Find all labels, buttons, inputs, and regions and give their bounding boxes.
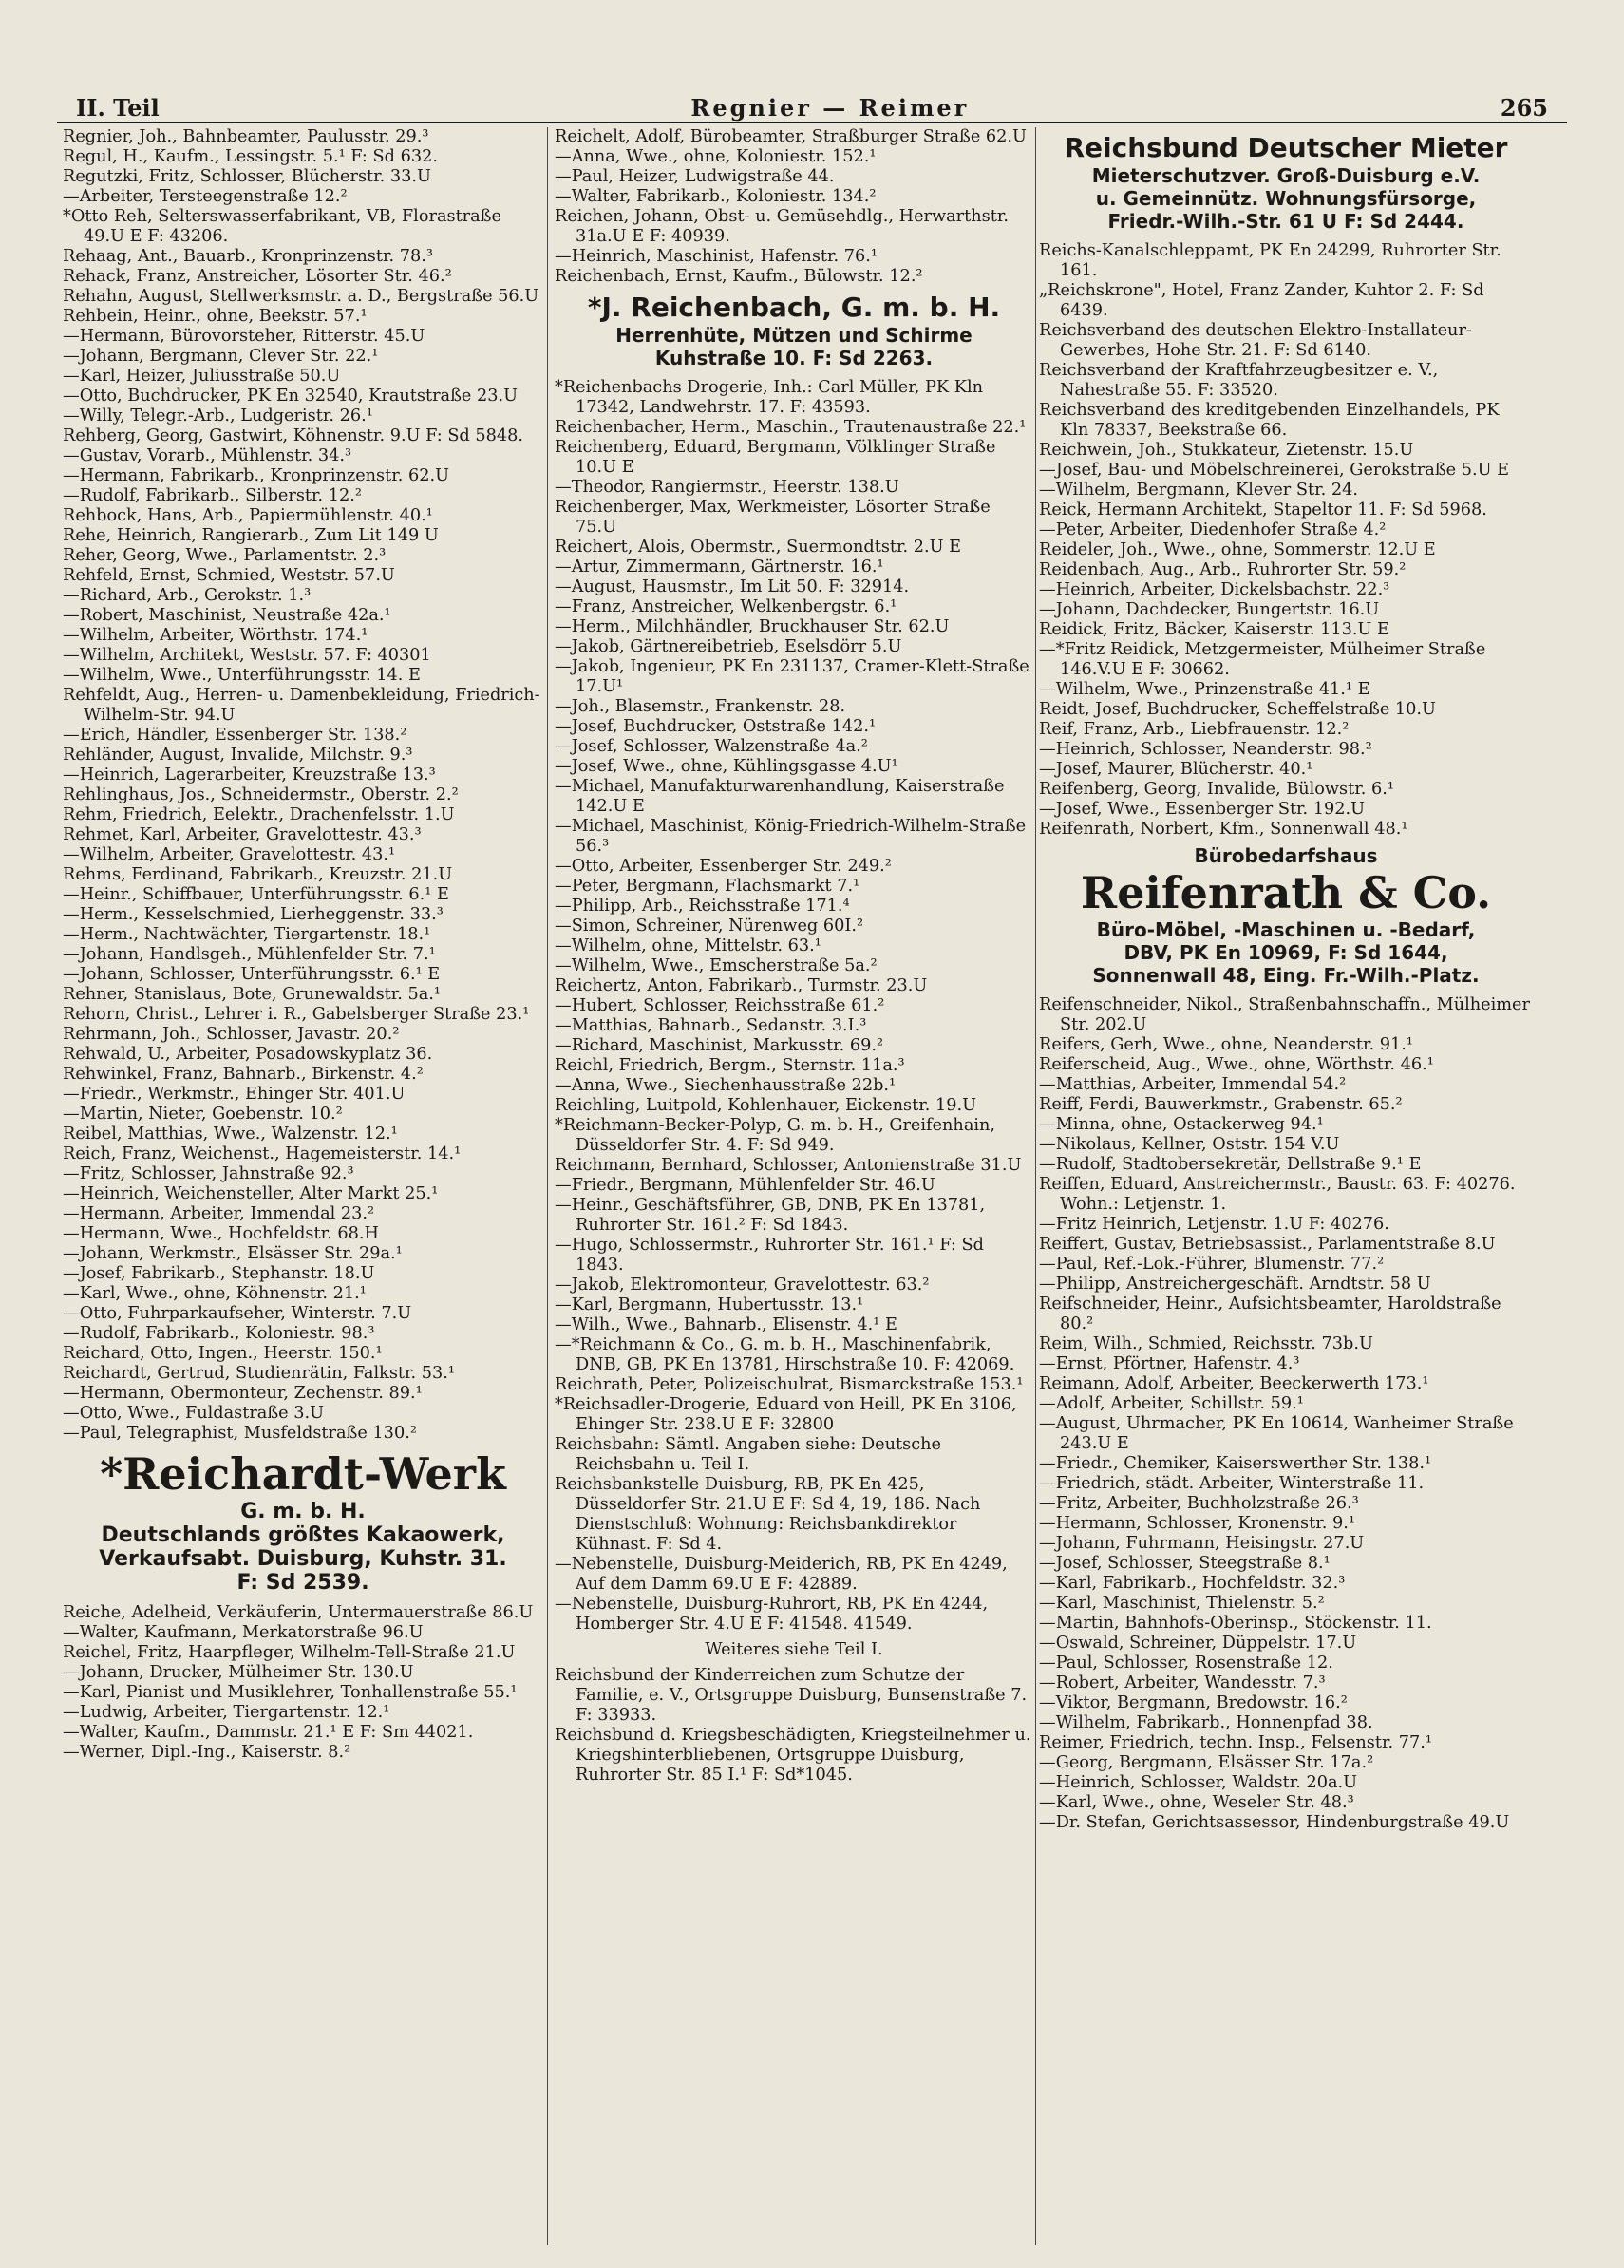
directory-entry: Rehe, Heinrich, Rangierarb., Zum Lit 149 U bbox=[63, 526, 439, 545]
entry-list bbox=[555, 1666, 1033, 1786]
column-3 bbox=[1039, 127, 1533, 2245]
directory-entry: —Friedr., Werkmstr., Ehinger Str. 401.U bbox=[63, 1085, 406, 1104]
directory-entry: Reiche, Adelheid, Verkäuferin, Untermauerstraße 86.U bbox=[63, 1603, 534, 1622]
directory-entry: Reichert, Alois, Obermstr., Suermondtstr. 2.U E bbox=[555, 538, 962, 557]
directory-entry: Reichsbahn: Sämtl. Angaben siehe: Deutsche Reichsbahn u. Teil I. bbox=[555, 1435, 941, 1474]
directory-entry: Rehwald, U., Arbeiter, Posadowskyplatz 36. bbox=[63, 1045, 433, 1064]
ad-line: Kuhstraße 10. F: Sd 2263. bbox=[654, 347, 934, 369]
directory-entry: —Paul, Heizer, Ludwigstraße 44. bbox=[555, 167, 835, 186]
ad-line: Deutschlands größtes Kakaowerk, bbox=[101, 1523, 505, 1547]
directory-entry: —Josef, Fabrikarb., Stephanstr. 18.U bbox=[63, 1264, 375, 1283]
directory-entry: —Dr. Stefan, Gerichtsassessor, Hindenburgstraße 49.U bbox=[1039, 1813, 1510, 1832]
directory-entry: —Wilhelm, Wwe., Unterführungsstr. 14. E bbox=[63, 666, 421, 685]
directory-entry: —Heinrich, Schlosser, Neanderstr. 98.² bbox=[1039, 740, 1372, 759]
directory-entry: —Oswald, Schreiner, Düppelstr. 17.U bbox=[1039, 1634, 1357, 1653]
directory-entry: *Reichenbachs Drogerie, Inh.: Carl Müller, PK Kln 17342, Landwehrstr. 17. F: 43593. bbox=[555, 378, 984, 417]
directory-entry: Reidt, Josef, Buchdrucker, Scheffelstraße 10.U bbox=[1039, 700, 1436, 719]
directory-entry: —Johann, Schlosser, Unterführungsstr. 6.¹ E bbox=[63, 965, 441, 984]
ad-title: *J. Reichenbach, G. m. b. H. bbox=[587, 292, 1001, 323]
directory-entry: —Michael, Manufakturwarenhandlung, Kaiserstraße 142.U E bbox=[555, 777, 1005, 816]
directory-entry: —Friedrich, städt. Arbeiter, Winterstraße 11. bbox=[1039, 1474, 1425, 1493]
directory-entry: Reideler, Joh., Wwe., ohne, Sommerstr. 12.U E bbox=[1039, 540, 1436, 559]
directory-entry: Rehrmann, Joh., Schlosser, Javastr. 20.² bbox=[63, 1025, 400, 1044]
directory-entry: Reichelt, Adolf, Bürobeamter, Straßburger Straße 62.U bbox=[555, 127, 1027, 146]
directory-entry: —Karl, Pianist und Musiklehrer, Tonhallenstraße 55.¹ bbox=[63, 1683, 518, 1702]
directory-entry: Rehms, Ferdinand, Fabrikarb., Kreuzstr. 21.U bbox=[63, 865, 453, 884]
directory-entry: —Philipp, Anstreichergeschäft. Arndtstr. 58 U bbox=[1039, 1275, 1431, 1294]
ad-reichardt-werk bbox=[63, 1448, 543, 1595]
directory-entry: Rehner, Stanislaus, Bote, Grunewaldstr. 5a.¹ bbox=[63, 985, 442, 1004]
page-number: 265 bbox=[1500, 94, 1548, 122]
directory-entry: —Viktor, Bergmann, Bredowstr. 16.² bbox=[1039, 1693, 1348, 1712]
directory-entry: —Nebenstelle, Duisburg-Ruhrort, RB, PK En 4244, Homberger Str. 4.U E F: 41548. 41549. bbox=[555, 1595, 989, 1634]
directory-entry: Rehack, Franz, Anstreicher, Lösorter Str. 46.² bbox=[63, 267, 452, 286]
directory-entry: —Paul, Schlosser, Rosenstraße 12. bbox=[1039, 1654, 1333, 1673]
directory-entry: —Herm., Kesselschmied, Lierheggenstr. 33.³ bbox=[63, 905, 444, 924]
directory-entry: —Ernst, Pförtner, Hafenstr. 4.³ bbox=[1039, 1354, 1300, 1373]
ad-line: G. m. b. H. bbox=[240, 1500, 366, 1523]
directory-entry: Reidenbach, Aug., Arb., Ruhrorter Str. 59.² bbox=[1039, 560, 1407, 579]
directory-entry: Reichs-Kanalschleppamt, PK En 24299, Ruhrorter Str. 161. bbox=[1039, 241, 1501, 280]
directory-entry: —Karl, Wwe., ohne, Köhnenstr. 21.¹ bbox=[63, 1284, 367, 1303]
directory-entry: —Heinrich, Arbeiter, Dickelsbachstr. 22.³ bbox=[1039, 580, 1390, 599]
directory-entry: —Heinrich, Schlosser, Waldstr. 20a.U bbox=[1039, 1773, 1358, 1792]
entry-list bbox=[555, 378, 1033, 1635]
directory-entry: Reich, Franz, Weichenst., Hagemeisterstr. 14.¹ bbox=[63, 1144, 462, 1163]
directory-entry: —Robert, Arbeiter, Wandesstr. 7.³ bbox=[1039, 1673, 1326, 1692]
directory-entry: —Otto, Buchdrucker, PK En 32540, Krautstraße 23.U bbox=[63, 387, 519, 406]
directory-entry: —Wilhelm, Architekt, Weststr. 57. F: 40301 bbox=[63, 646, 431, 665]
directory-entry: —Heinr., Schiffbauer, Unterführungsstr. 6.¹ E bbox=[63, 885, 449, 904]
directory-entry: —Jakob, Ingenieur, PK En 231137, Cramer-Klett-Straße 17.U¹ bbox=[555, 657, 1029, 696]
directory-entry: —Karl, Fabrikarb., Hochfeldstr. 32.³ bbox=[1039, 1574, 1346, 1593]
directory-entry: Rehahn, August, Stellwerksmstr. a. D., Bergstraße 56.U bbox=[63, 287, 539, 306]
directory-entry: Reif, Franz, Arb., Liebfrauenstr. 12.² bbox=[1039, 720, 1350, 739]
directory-entry: —Johann, Bergmann, Clever Str. 22.¹ bbox=[63, 347, 379, 366]
directory-entry: —Wilhelm, Arbeiter, Wörthstr. 174.¹ bbox=[63, 626, 368, 645]
directory-entry: —Johann, Drucker, Mülheimer Str. 130.U bbox=[63, 1663, 414, 1682]
directory-entry: —Joh., Blasemstr., Frankenstr. 28. bbox=[555, 697, 846, 716]
entry-list bbox=[1039, 995, 1533, 1833]
directory-entry: —Heinrich, Maschinist, Hafenstr. 76.¹ bbox=[555, 247, 878, 266]
directory-entry: —August, Uhrmacher, PK En 10614, Wanheimer Straße 243.U E bbox=[1039, 1414, 1514, 1453]
directory-entry: —Josef, Bau- und Möbelschreinerei, Gerokstraße 5.U E bbox=[1039, 461, 1510, 480]
ad-line: Büro-Möbel, -Maschinen u. -Bedarf, bbox=[1096, 918, 1476, 941]
directory-entry: —Walter, Kaufm., Dammstr. 21.¹ E F: Sm 44021. bbox=[63, 1723, 474, 1742]
directory-entry: Reichenbacher, Herm., Maschin., Trautenaustraße 22.¹ bbox=[555, 418, 1027, 437]
directory-entry: Reichwein, Joh., Stukkateur, Zietenstr. 15.U bbox=[1039, 441, 1414, 460]
directory-entry: Reiff, Ferdi, Bauwerkmstr., Grabenstr. 65.² bbox=[1039, 1095, 1403, 1114]
directory-entry: —Michael, Maschinist, König-Friedrich-Wilhelm-Straße 56.³ bbox=[555, 817, 1027, 856]
directory-entry: —Robert, Maschinist, Neustraße 42a.¹ bbox=[63, 606, 391, 625]
directory-entry: Reichertz, Anton, Fabrikarb., Turmstr. 23.U bbox=[555, 976, 928, 995]
directory-entry: —Heinrich, Lagerarbeiter, Kreuzstraße 13.³ bbox=[63, 765, 436, 784]
directory-entry: —Josef, Maurer, Blücherstr. 40.¹ bbox=[1039, 760, 1313, 779]
directory-entry: Reichsverband des deutschen Elektro-Installateur-Gewerbes, Hohe Str. 21. F: Sd 6140. bbox=[1039, 321, 1472, 360]
directory-entry: —Richard, Maschinist, Markusstr. 69.² bbox=[555, 1036, 884, 1055]
directory-entry: Reimann, Adolf, Arbeiter, Beeckerwerth 173.¹ bbox=[1039, 1374, 1429, 1393]
range-label: Regnier — Reimer bbox=[690, 94, 970, 122]
directory-entry: Reichard, Otto, Ingen., Heerstr. 150.¹ bbox=[63, 1344, 383, 1363]
directory-entry: Reim, Wilh., Schmied, Reichsstr. 73b.U bbox=[1039, 1334, 1373, 1353]
directory-entry: —Theodor, Rangiermstr., Heerstr. 138.U bbox=[555, 478, 899, 497]
column-1 bbox=[63, 127, 543, 2245]
directory-entry: —Wilhelm, Wwe., Prinzenstraße 41.¹ E bbox=[1039, 680, 1370, 699]
directory-entry: Reichenberger, Max, Werkmeister, Lösorter Straße 75.U bbox=[555, 498, 991, 537]
ad-reifenrath bbox=[1039, 844, 1533, 987]
directory-entry: —Paul, Telegraphist, Musfeldstraße 130.² bbox=[63, 1424, 417, 1443]
directory-entry: —Wilhelm, Bergmann, Klever Str. 24. bbox=[1039, 481, 1358, 500]
directory-entry: Reifenberg, Georg, Invalide, Bülowstr. 6.¹ bbox=[1039, 780, 1394, 799]
directory-entry: Reichrath, Peter, Polizeischulrat, Bismarckstraße 153.¹ bbox=[555, 1375, 1024, 1394]
directory-entry: Reiferscheid, Aug., Wwe., ohne, Wörthstr. 46.¹ bbox=[1039, 1055, 1434, 1074]
directory-entry: —Otto, Arbeiter, Essenberger Str. 249.² bbox=[555, 857, 892, 876]
directory-entry: —Anna, Wwe., Siechenhausstraße 22b.¹ bbox=[555, 1076, 897, 1095]
directory-entry: Reick, Hermann Architekt, Stapeltor 11. F: Sd 5968. bbox=[1039, 501, 1487, 520]
directory-entry: Reifenschneider, Nikol., Straßenbahnschaffn., Mülheimer Str. 202.U bbox=[1039, 995, 1530, 1034]
directory-entry: Reiffert, Gustav, Betriebsassist., Parlamentstraße 8.U bbox=[1039, 1235, 1496, 1254]
directory-entry: *Reichsadler-Drogerie, Eduard von Heill, PK En 3106, Ehinger Str. 238.U E F: 32800 bbox=[555, 1395, 1017, 1434]
directory-entry: —Johann, Fuhrmann, Heisingstr. 27.U bbox=[1039, 1534, 1365, 1553]
directory-entry: Reifschneider, Heinr., Aufsichtsbeamter, Haroldstraße 80.² bbox=[1039, 1295, 1501, 1333]
directory-entry: „Reichskrone", Hotel, Franz Zander, Kuhtor 2. F: Sd 6439. bbox=[1039, 281, 1484, 320]
directory-entry: Rehm, Friedrich, Eelektr., Drachenfelsstr. 1.U bbox=[63, 805, 455, 824]
directory-entry: —Rudolf, Fabrikarb., Silberstr. 12.² bbox=[63, 486, 362, 505]
directory-entry: Rehberg, Georg, Gastwirt, Köhnenstr. 9.U F: Sd 5848. bbox=[63, 426, 524, 445]
directory-entry: —Nikolaus, Kellner, Oststr. 154 V.U bbox=[1039, 1135, 1340, 1154]
directory-entry: Reichl, Friedrich, Bergm., Sternstr. 11a.³ bbox=[555, 1056, 905, 1075]
directory-entry: Reichen, Johann, Obst- u. Gemüsehdlg., Herwarthstr. 31a.U E F: 40939. bbox=[555, 207, 1009, 246]
directory-entry: *Otto Reh, Selterswasserfabrikant, VB, Florastraße 49.U E F: 43206. bbox=[63, 207, 501, 246]
directory-entry: —Hermann, Schlosser, Kronenstr. 9.¹ bbox=[1039, 1514, 1355, 1533]
ad-title: *Reichardt-Werk bbox=[100, 1448, 506, 1500]
directory-entry: —Franz, Anstreicher, Welkenbergstr. 6.¹ bbox=[555, 597, 897, 616]
directory-entry: —Erich, Händler, Essenberger Str. 138.² bbox=[63, 726, 407, 745]
directory-entry: —Hermann, Bürovorsteher, Ritterstr. 45.U bbox=[63, 327, 425, 346]
page-header bbox=[76, 87, 1548, 122]
directory-entry: Reichsbund der Kinderreichen zum Schutze der Familie, e. V., Ortsgruppe Duisburg, Bunsenstraße 7. F: 33933. bbox=[555, 1666, 1028, 1725]
directory-entry: —Johann, Werkmstr., Elsässer Str. 29a.¹ bbox=[63, 1244, 403, 1263]
part-label: II. Teil bbox=[76, 94, 160, 122]
directory-entry: —Willy, Telegr.-Arb., Ludgeristr. 26.¹ bbox=[63, 406, 373, 425]
directory-entry: Reichsbankstelle Duisburg, RB, PK En 425, Düsseldorfer Str. 21.U E F: Sd 4, 19, 186. Nach Dienstschluß: Wohnung: Reichsbankdirektor Kühnast. F: Sd 4. bbox=[555, 1475, 981, 1554]
directory-entry: —Otto, Fuhrparkaufseher, Winterstr. 7.U bbox=[63, 1304, 412, 1323]
directory-entry: Reichsverband des kreditgebenden Einzelhandels, PK Kln 78337, Beekstraße 66. bbox=[1039, 401, 1500, 440]
directory-entry: —Wilhelm, Fabrikarb., Honnenpfad 38. bbox=[1039, 1713, 1373, 1732]
directory-entry: Reifenrath, Norbert, Kfm., Sonnenwall 48.¹ bbox=[1039, 820, 1408, 839]
directory-entry: Reher, Georg, Wwe., Parlamentstr. 2.³ bbox=[63, 546, 387, 565]
ad-reichenbach bbox=[555, 292, 1033, 369]
directory-entry: Reichsbund d. Kriegsbeschädigten, Kriegsteilnehmer u. Kriegshinterbliebenen, Ortsgruppe Duisburg, Ruhrorter Str. 85 I.¹ F: Sd*1045. bbox=[555, 1726, 1031, 1785]
directory-entry: —Josef, Schlosser, Walzenstraße 4a.² bbox=[555, 737, 868, 756]
directory-entry: Reimer, Friedrich, techn. Insp., Felsenstr. 77.¹ bbox=[1039, 1733, 1432, 1752]
ad-line: u. Gemeinnütz. Wohnungsfürsorge, bbox=[1095, 187, 1477, 210]
directory-entry: Reiffen, Eduard, Anstreichermstr., Baustr. 63. F: 40276. Wohn.: Letjenstr. 1. bbox=[1039, 1175, 1516, 1214]
directory-entry: —Peter, Arbeiter, Diedenhofer Straße 4.² bbox=[1039, 520, 1387, 539]
directory-entry: —Josef, Schlosser, Steegstraße 8.¹ bbox=[1039, 1554, 1331, 1573]
ad-line: Bürobedarfshaus bbox=[1194, 844, 1378, 867]
directory-entry: —Otto, Wwe., Fuldastraße 3.U bbox=[63, 1404, 325, 1423]
directory-entry: —Martin, Bahnhofs-Oberinsp., Stöckenstr. 11. bbox=[1039, 1614, 1432, 1633]
directory-entry: —Karl, Heizer, Juliusstraße 50.U bbox=[63, 367, 341, 386]
directory-entry: Reichenbach, Ernst, Kaufm., Bülowstr. 12.² bbox=[555, 267, 923, 286]
directory-entry: —Nebenstelle, Duisburg-Meiderich, RB, PK En 4249, Auf dem Damm 69.U E F: 42889. bbox=[555, 1555, 1008, 1594]
directory-entry: —Arbeiter, Tersteegenstraße 12.² bbox=[63, 187, 348, 206]
directory-entry: —Rudolf, Stadtobersekretär, Dellstraße 9.¹ E bbox=[1039, 1155, 1422, 1174]
directory-entry: —Gustav, Vorarb., Mühlenstr. 34.³ bbox=[63, 446, 352, 465]
directory-entry: Rehfeld, Ernst, Schmied, Weststr. 57.U bbox=[63, 566, 395, 585]
directory-entry: —Karl, Maschinist, Thielenstr. 5.² bbox=[1039, 1594, 1325, 1613]
directory-entry: Regnier, Joh., Bahnbeamter, Paulusstr. 29.³ bbox=[63, 127, 429, 146]
directory-entry: Reichardt, Gertrud, Studienrätin, Falkstr. 53.¹ bbox=[63, 1364, 455, 1383]
column-divider bbox=[1035, 127, 1036, 2245]
ad-line: Friedr.-Wilh.-Str. 61 U F: Sd 2444. bbox=[1107, 210, 1464, 233]
directory-entry: Rehbein, Heinr., ohne, Beekstr. 57.¹ bbox=[63, 307, 368, 326]
directory-entry: —Ludwig, Arbeiter, Tiergartenstr. 12.¹ bbox=[63, 1703, 390, 1722]
directory-entry: Reibel, Matthias, Wwe., Walzenstr. 12.¹ bbox=[63, 1125, 398, 1143]
directory-entry: Reichmann, Bernhard, Schlosser, Antonienstraße 31.U bbox=[555, 1156, 1022, 1175]
ad-line: Herrenhüte, Mützen und Schirme bbox=[615, 324, 973, 347]
directory-entry: —Fritz, Schlosser, Jahnstraße 92.³ bbox=[63, 1164, 354, 1183]
directory-entry: —Wilh., Wwe., Bahnarb., Elisenstr. 4.¹ E bbox=[555, 1315, 897, 1334]
directory-entry: —Artur, Zimmermann, Gärtnerstr. 16.¹ bbox=[555, 558, 884, 576]
directory-entry: —Heinrich, Weichensteller, Alter Markt 25.¹ bbox=[63, 1184, 439, 1203]
directory-entry: —*Reichmann & Co., G. m. b. H., Maschinenfabrik, DNB, GB, PK En 13781, Hirschstraße 10. F: 42069. bbox=[555, 1335, 1015, 1374]
directory-entry: Reichel, Fritz, Haarpfleger, Wilhelm-Tell-Straße 21.U bbox=[63, 1643, 516, 1662]
directory-entry: —August, Hausmstr., Im Lit 50. F: 32914. bbox=[555, 577, 910, 596]
directory-entry: Rehaag, Ant., Bauarb., Kronprinzenstr. 78.³ bbox=[63, 247, 433, 266]
directory-entry: —Johann, Handlsgeh., Mühlenfelder Str. 7.¹ bbox=[63, 945, 436, 964]
directory-entry: Reichenberg, Eduard, Bergmann, Völklinger Straße 10.U E bbox=[555, 438, 996, 477]
column-divider bbox=[547, 127, 548, 2245]
directory-entry: Rehfeldt, Aug., Herren- u. Damenbekleidung, Friedrich-Wilhelm-Str. 94.U bbox=[63, 686, 540, 725]
directory-entry: —Herm., Milchhändler, Bruckhauser Str. 62.U bbox=[555, 617, 950, 636]
ad-line: Sonnenwall 48, Eing. Fr.-Wilh.-Platz. bbox=[1092, 964, 1480, 987]
directory-entry: —Walter, Fabrikarb., Koloniestr. 134.² bbox=[555, 187, 877, 206]
directory-entry: Reifers, Gerh, Wwe., ohne, Neanderstr. 91.¹ bbox=[1039, 1035, 1414, 1054]
directory-entry: —Martin, Nieter, Goebenstr. 10.² bbox=[63, 1105, 343, 1124]
directory-entry: —Walter, Kaufmann, Merkatorstraße 96.U bbox=[63, 1623, 424, 1642]
ad-line: DBV, PK En 10969, F: Sd 1644, bbox=[1124, 941, 1448, 964]
directory-entry: Regutzki, Fritz, Schlosser, Blücherstr. 33.U bbox=[63, 167, 431, 186]
directory-entry: —Heinr., Geschäftsführer, GB, DNB, PK En 13781, Ruhrorter Str. 161.² F: Sd 1843. bbox=[555, 1196, 986, 1235]
directory-entry: —Josef, Wwe., ohne, Kühlingsgasse 4.U¹ bbox=[555, 757, 898, 776]
directory-entry: —Werner, Dipl.-Ing., Kaiserstr. 8.² bbox=[63, 1743, 351, 1762]
directory-entry: —Minna, ohne, Ostackerweg 94.¹ bbox=[1039, 1115, 1324, 1134]
directory-entry: Rehmet, Karl, Arbeiter, Gravelottestr. 43.³ bbox=[63, 825, 422, 844]
directory-entry: Rehwinkel, Franz, Bahnarb., Birkenstr. 4.² bbox=[63, 1065, 424, 1084]
directory-entry: —Philipp, Arb., Reichsstraße 171.⁴ bbox=[555, 897, 850, 916]
directory-entry: —Richard, Arb., Gerokstr. 1.³ bbox=[63, 586, 312, 605]
directory-entry: —Paul, Ref.-Lok.-Führer, Blumenstr. 77.² bbox=[1039, 1255, 1385, 1274]
ad-line: Verkaufsabt. Duisburg, Kuhstr. 31. bbox=[99, 1547, 507, 1571]
directory-entry: Reidick, Fritz, Bäcker, Kaiserstr. 113.U E bbox=[1039, 620, 1389, 639]
ad-line: Mieterschutzver. Groß-Duisburg e.V. bbox=[1091, 164, 1481, 187]
directory-entry: —Josef, Buchdrucker, Oststraße 142.¹ bbox=[555, 717, 877, 736]
directory-entry: Rehorn, Christ., Lehrer i. R., Gabelsberger Straße 23.¹ bbox=[63, 1005, 530, 1024]
directory-entry: —*Fritz Reidick, Metzgermeister, Mülheimer Straße 146.V.U E F: 30662. bbox=[1039, 640, 1486, 679]
header-rule bbox=[57, 122, 1567, 123]
directory-entry: —Anna, Wwe., ohne, Koloniestr. 152.¹ bbox=[555, 147, 877, 166]
directory-entry: —Adolf, Arbeiter, Schillstr. 59.¹ bbox=[1039, 1394, 1304, 1413]
ad-title: Reichsbund Deutscher Mieter bbox=[1064, 132, 1508, 163]
directory-entry: —Johann, Dachdecker, Bungertstr. 16.U bbox=[1039, 600, 1380, 619]
directory-entry: —Hermann, Arbeiter, Immendal 23.² bbox=[63, 1204, 375, 1223]
directory-entry: —Simon, Schreiner, Nürenweg 60I.² bbox=[555, 917, 864, 936]
ad-line: F: Sd 2539. bbox=[236, 1571, 369, 1595]
directory-entry: —Herm., Nachtwächter, Tiergartenstr. 18.¹ bbox=[63, 925, 431, 944]
directory-entry: —Wilhelm, ohne, Mittelstr. 63.¹ bbox=[555, 936, 821, 955]
directory-entry: Reichling, Luitpold, Kohlenhauer, Eickenstr. 19.U bbox=[555, 1096, 976, 1115]
ad-reichsbund-mieter bbox=[1039, 132, 1533, 233]
directory-entry: —Rudolf, Fabrikarb., Koloniestr. 98.³ bbox=[63, 1324, 375, 1343]
directory-entry: —Wilhelm, Wwe., Emscherstraße 5a.² bbox=[555, 956, 878, 975]
directory-entry: Reichsverband der Kraftfahrzeugbesitzer e. V., Nahestraße 55. F: 33520. bbox=[1039, 361, 1439, 400]
entry-list bbox=[63, 127, 543, 1444]
directory-entry: Rehbock, Hans, Arb., Papiermühlenstr. 40.¹ bbox=[63, 506, 433, 525]
entry-list bbox=[1039, 241, 1533, 840]
ad-title: Reifenrath & Co. bbox=[1080, 867, 1492, 918]
directory-entry: —Hugo, Schlossermstr., Ruhrorter Str. 161.¹ F: Sd 1843. bbox=[555, 1236, 984, 1275]
directory-entry: —Fritz, Arbeiter, Buchholzstraße 26.³ bbox=[1039, 1494, 1359, 1513]
directory-entry: Rehländer, August, Invalide, Milchstr. 9.³ bbox=[63, 746, 413, 765]
directory-entry: —Karl, Wwe., ohne, Weseler Str. 48.³ bbox=[1039, 1793, 1354, 1812]
directory-entry: —Jakob, Elektromonteur, Gravelottestr. 63.² bbox=[555, 1276, 930, 1295]
directory-entry: —Josef, Wwe., Essenberger Str. 192.U bbox=[1039, 800, 1366, 819]
directory-entry: —Jakob, Gärtnereibetrieb, Eselsdörr 5.U bbox=[555, 637, 902, 656]
see-also-note: Weiteres siehe Teil I. bbox=[705, 1640, 883, 1659]
directory-entry: —Friedr., Chemiker, Kaiserswerther Str. 138.¹ bbox=[1039, 1454, 1432, 1473]
entry-list bbox=[555, 127, 1033, 287]
entry-list bbox=[63, 1603, 543, 1763]
directory-entry: —Matthias, Arbeiter, Immendal 54.² bbox=[1039, 1075, 1347, 1094]
directory-entry: Regul, H., Kaufm., Lessingstr. 5.¹ F: Sd 632. bbox=[63, 147, 438, 166]
directory-entry: —Hermann, Wwe., Hochfeldstr. 68.H bbox=[63, 1224, 379, 1243]
directory-entry: —Wilhelm, Arbeiter, Gravelottestr. 43.¹ bbox=[63, 845, 396, 864]
directory-entry: —Peter, Bergmann, Flachsmarkt 7.¹ bbox=[555, 877, 860, 896]
directory-entry: —Hubert, Schlosser, Reichsstraße 61.² bbox=[555, 996, 885, 1015]
directory-entry: —Hermann, Fabrikarb., Kronprinzenstr. 62.U bbox=[63, 466, 450, 485]
directory-entry: —Friedr., Bergmann, Mühlenfelder Str. 46.U bbox=[555, 1176, 935, 1195]
directory-entry: Rehlinghaus, Jos., Schneidermstr., Oberstr. 2.² bbox=[63, 785, 459, 804]
directory-entry: —Hermann, Obermonteur, Zechenstr. 89.¹ bbox=[63, 1384, 423, 1403]
directory-entry: —Karl, Bergmann, Hubertusstr. 13.¹ bbox=[555, 1295, 864, 1314]
directory-entry: —Fritz Heinrich, Letjenstr. 1.U F: 40276. bbox=[1039, 1215, 1389, 1234]
directory-entry: *Reichmann-Becker-Polyp, G. m. b. H., Greifenhain, Düsseldorfer Str. 4. F: Sd 949. bbox=[555, 1116, 996, 1155]
column-2 bbox=[555, 127, 1033, 2245]
directory-entry: —Georg, Bergmann, Elsässer Str. 17a.² bbox=[1039, 1753, 1374, 1772]
directory-entry: —Matthias, Bahnarb., Sedanstr. 3.I.³ bbox=[555, 1016, 867, 1035]
